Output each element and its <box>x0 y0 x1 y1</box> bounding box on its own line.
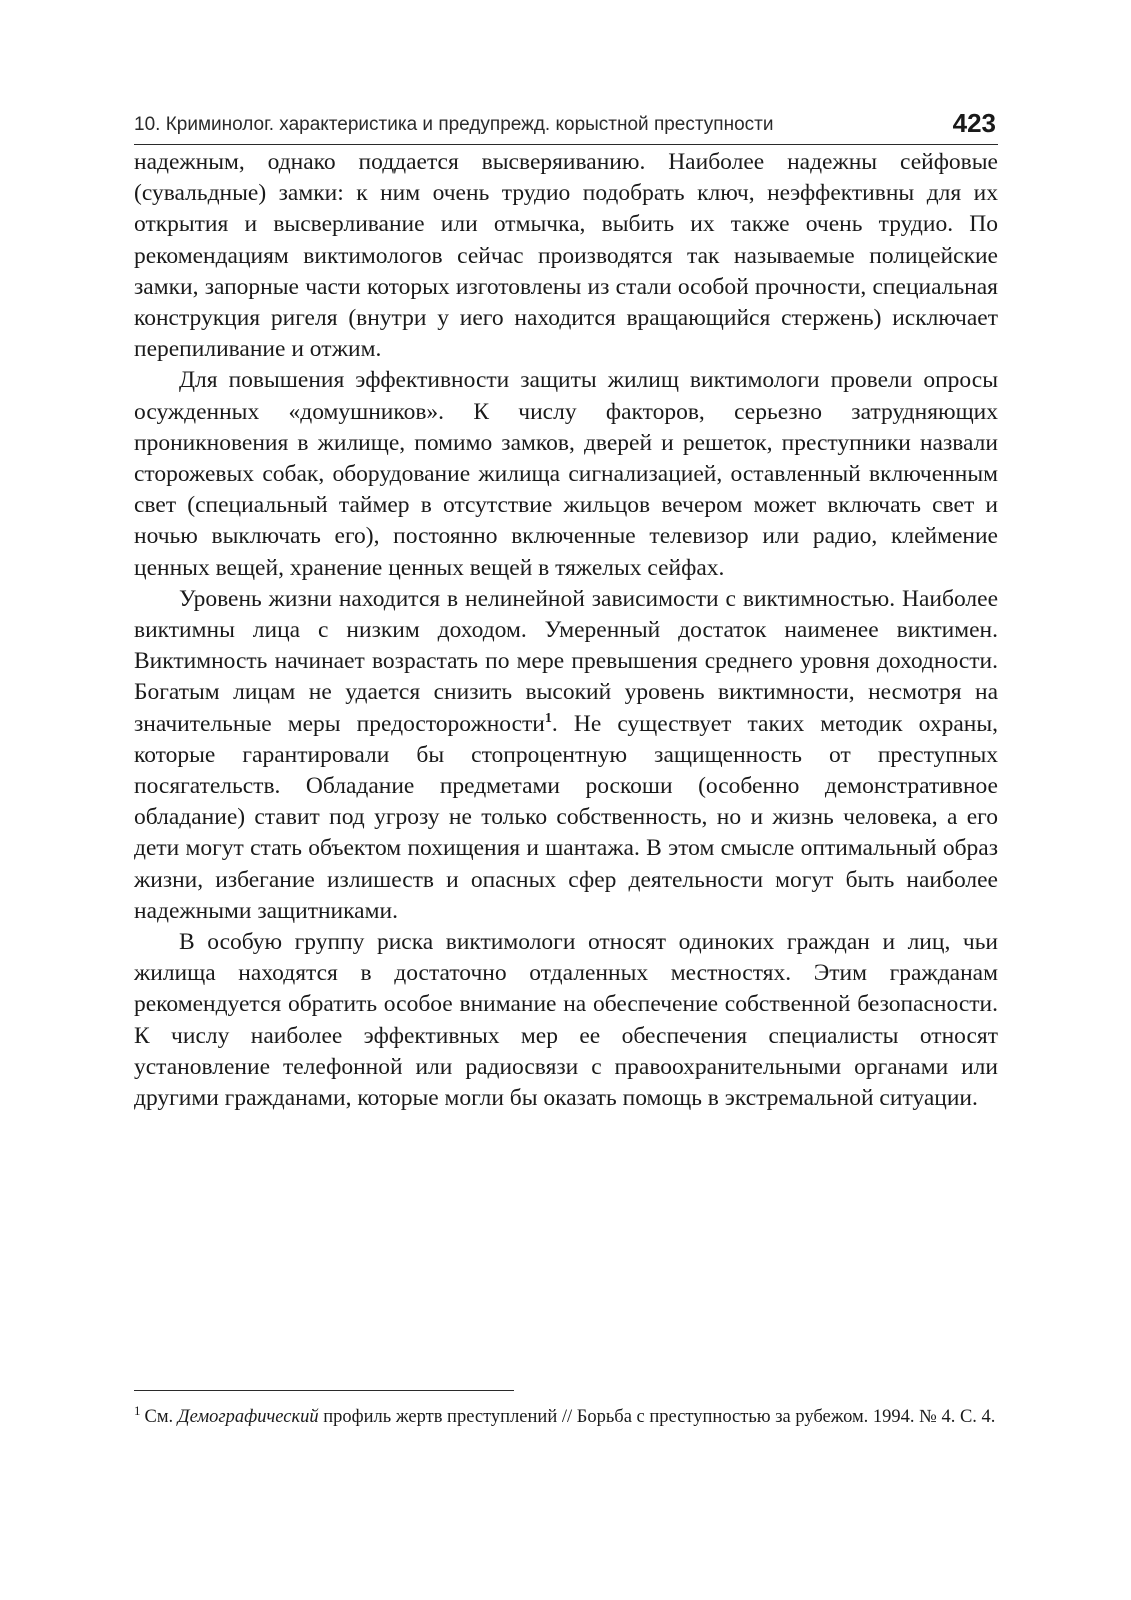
body-text <box>134 147 998 1114</box>
paragraph-1: надежным, однако поддается высверяиванию. Наиболее надежны сейфовые (сувальдные) замки: к ним очень трудио подобрать ключ, неэффективны для их открытия и высверливание или отмычка, выбить их также очень трудио. По рекомендациям виктимологов сейчас производятся так называемые полицейские замки, запорные части которых изготовлены из стали особой прочности, специальная конструкция ригеля (внутри у иего находится вращающийся стержень) исключает перепиливание и отжим. <box>134 149 998 363</box>
page-number: 423 <box>952 108 996 138</box>
book-page <box>134 108 998 1114</box>
footnote <box>134 1404 998 1430</box>
footnote-italic-word: Демографический <box>177 1407 319 1427</box>
footnote-reference: 1 <box>544 710 552 726</box>
paragraph-3-text: Уровень жизни находится в нелинейной зависимости с виктимностью. Наиболее виктимны лица с низким доходом. Умеренный достаток наименее виктимен. Виктимность начинает возрастать по мере превышения среднего уровня доходности. Богатым лицам не удается снизить высокий уровень виктимности, несмотря на значительные меры предосторожности <box>134 585 998 737</box>
footnote-mark: 1 <box>134 1402 141 1418</box>
footnote-prefix: См. <box>144 1407 174 1427</box>
paragraph-2: Для повышения эффективности защиты жилищ виктимологи провели опросы осужденных «домушников». К числу факторов, серьезно затрудняющих проникновения в жилище, помимо замков, дверей и решеток, преступники назвали сторожевых собак, оборудование жилища сигнализацией, оставленный включенным свет (специальный таймер в отсутствие жильцов вечером может включать свет и ночью выключать его), постоянно включенные телевизор или радио, клеймение ценных вещей, хранение ценных вещей в тяжелых сейфах. <box>134 367 998 581</box>
paragraph-3-continuation: Не существует таких методик охраны, которые гарантировали бы стопроцентную защищенность от преступных посягательств. Обладание предметами роскоши (особенно демонстративное обладание) ставит под угрозу не только собственность, но и жизнь человека, а его дети могут стать объектом похищения и шантажа. В этом смысле оптимальный образ жизни, избегание излишеств и опасных сфер деятельности могут быть наиболее надежными защитниками. <box>134 710 998 924</box>
footnote-text: профиль жертв преступлений // Борьба с преступностью за рубежом. 1994. № 4. С. 4. <box>323 1407 996 1427</box>
paragraph-4: В особую группу риска виктимологи относят одиноких граждан и лиц, чьи жилища находятся в достаточно отдаленных местностях. Этим гражданам рекомендуется обратить особое внимание на обеспечение собственной безопасности. К числу наиболее эффективных мер ее обеспечения специалисты относят установление телефонной или радиосвязи с правоохранительными органами или другими гражданами, которые могли бы оказать помощь в экстремальной ситуации. <box>134 929 998 1112</box>
paragraph-3: Уровень жизни находится в нелинейной зависимости с виктимностью. Наиболее виктимны лица с низким доходом. Умеренный достаток наименее виктимен. Виктимность начинает возрастать по мере превышения среднего уровня доходности. Богатым лицам не удается снизить высокий уровень виктимности, несмотря на значительные меры предосторожности$^1$. Не существует таких методик охраны, которые гарантировали бы стопроцентную защищенность от преступных посягательств. Обладание предметами роскоши (особенно демонстративное обладание) ставит под угрозу не только собственность, но и жизнь человека, а его дети могут стать объектом похищения и шантажа. В этом смысле оптимальный образ жизни, избегание излишеств и опасных сфер деятельности могут быть наиболее надежными защитниками. <box>134 585 998 924</box>
running-header-title: 10. Криминолог. характеристика и предупрежд. корыстной преступности <box>134 114 774 135</box>
footnote-divider <box>134 1390 514 1391</box>
running-header <box>134 108 998 145</box>
